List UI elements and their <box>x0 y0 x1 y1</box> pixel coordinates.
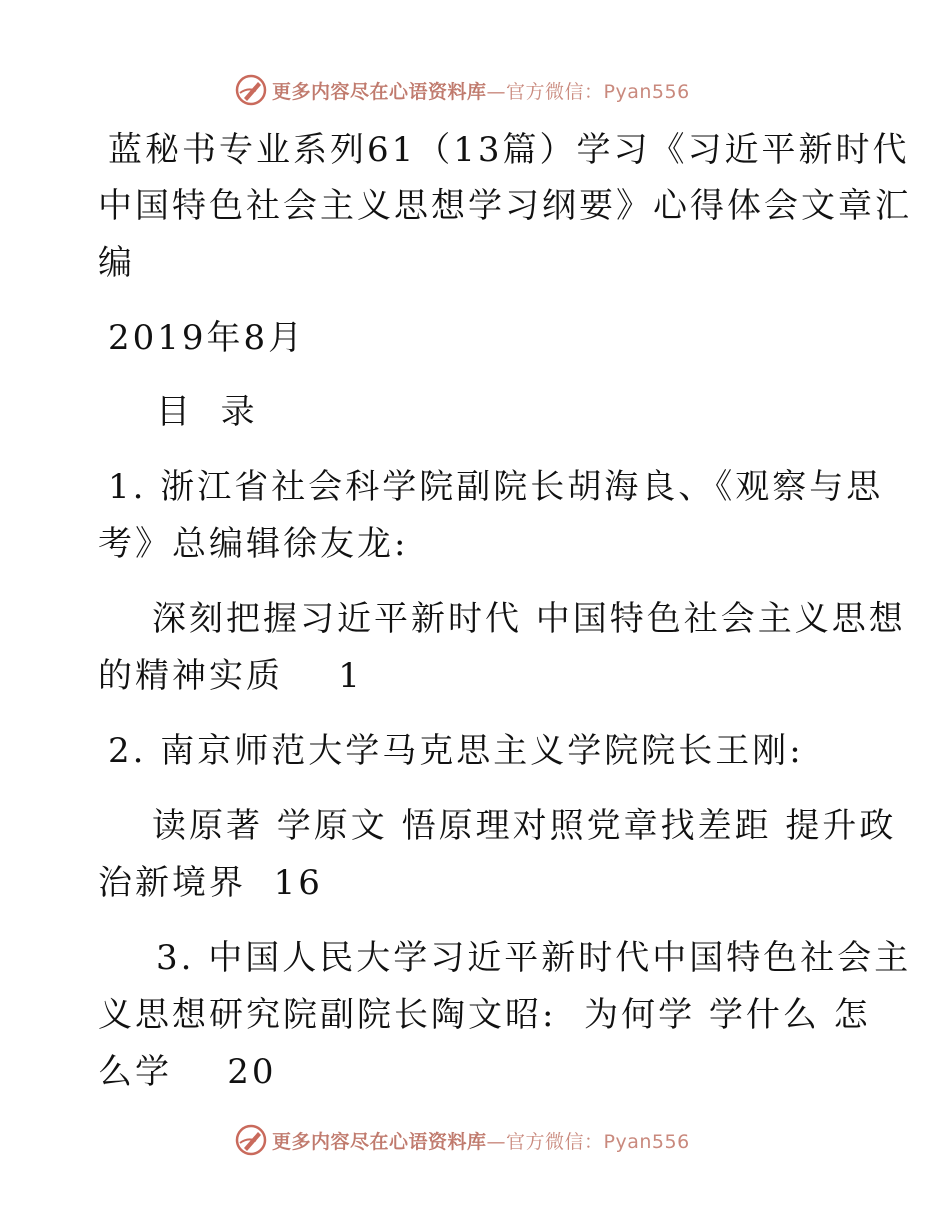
pen-logo-icon <box>234 73 268 107</box>
footer-watermark-banner <box>234 1120 734 1160</box>
document-title-line-1: 蓝秘书专业系列61（13篇）学习《习近平新时代 <box>108 130 910 170</box>
document-title-line-3: 编 <box>98 243 135 283</box>
toc-item-2-title-line-2: 治新境界 16 <box>98 863 323 903</box>
toc-item-3-heading-line-3: 么学 20 <box>98 1052 277 1092</box>
document-title-line-2: 中国特色社会主义思想学习纲要》心得体会文章汇 <box>98 186 912 226</box>
document-date: 2019年8月 <box>108 318 306 358</box>
toc-heading: 目 录 <box>156 392 258 432</box>
toc-item-1-heading-line-1: 1. 浙江省社会科学院副院长胡海良、《观察与思 <box>108 467 884 507</box>
toc-item-3-heading-line-1: 3. 中国人民大学习近平新时代中国特色社会主 <box>156 938 912 978</box>
watermark-text: 更多内容尽在心语资料库—官方微信：Pyan556 <box>272 80 690 103</box>
toc-item-3-heading-line-2: 义思想研究院副院长陶文昭: 为何学 学什么 怎 <box>98 995 871 1035</box>
toc-item-2-title-line-1: 读原著 学原文 悟原理对照党章找差距 提升政 <box>152 806 897 846</box>
toc-item-1-heading-line-2: 考》总编辑徐友龙: <box>98 524 409 564</box>
watermark-text: 更多内容尽在心语资料库—官方微信：Pyan556 <box>272 1130 690 1153</box>
pen-logo-icon <box>234 1123 268 1157</box>
toc-item-2-heading: 2. 南京师范大学马克思主义学院院长王刚: <box>108 731 804 771</box>
toc-item-1-title-line-2: 的精神实质 1 <box>98 656 363 696</box>
header-watermark-banner <box>234 70 734 110</box>
toc-item-1-title-line-1: 深刻把握习近平新时代 中国特色社会主义思想 <box>152 599 906 639</box>
